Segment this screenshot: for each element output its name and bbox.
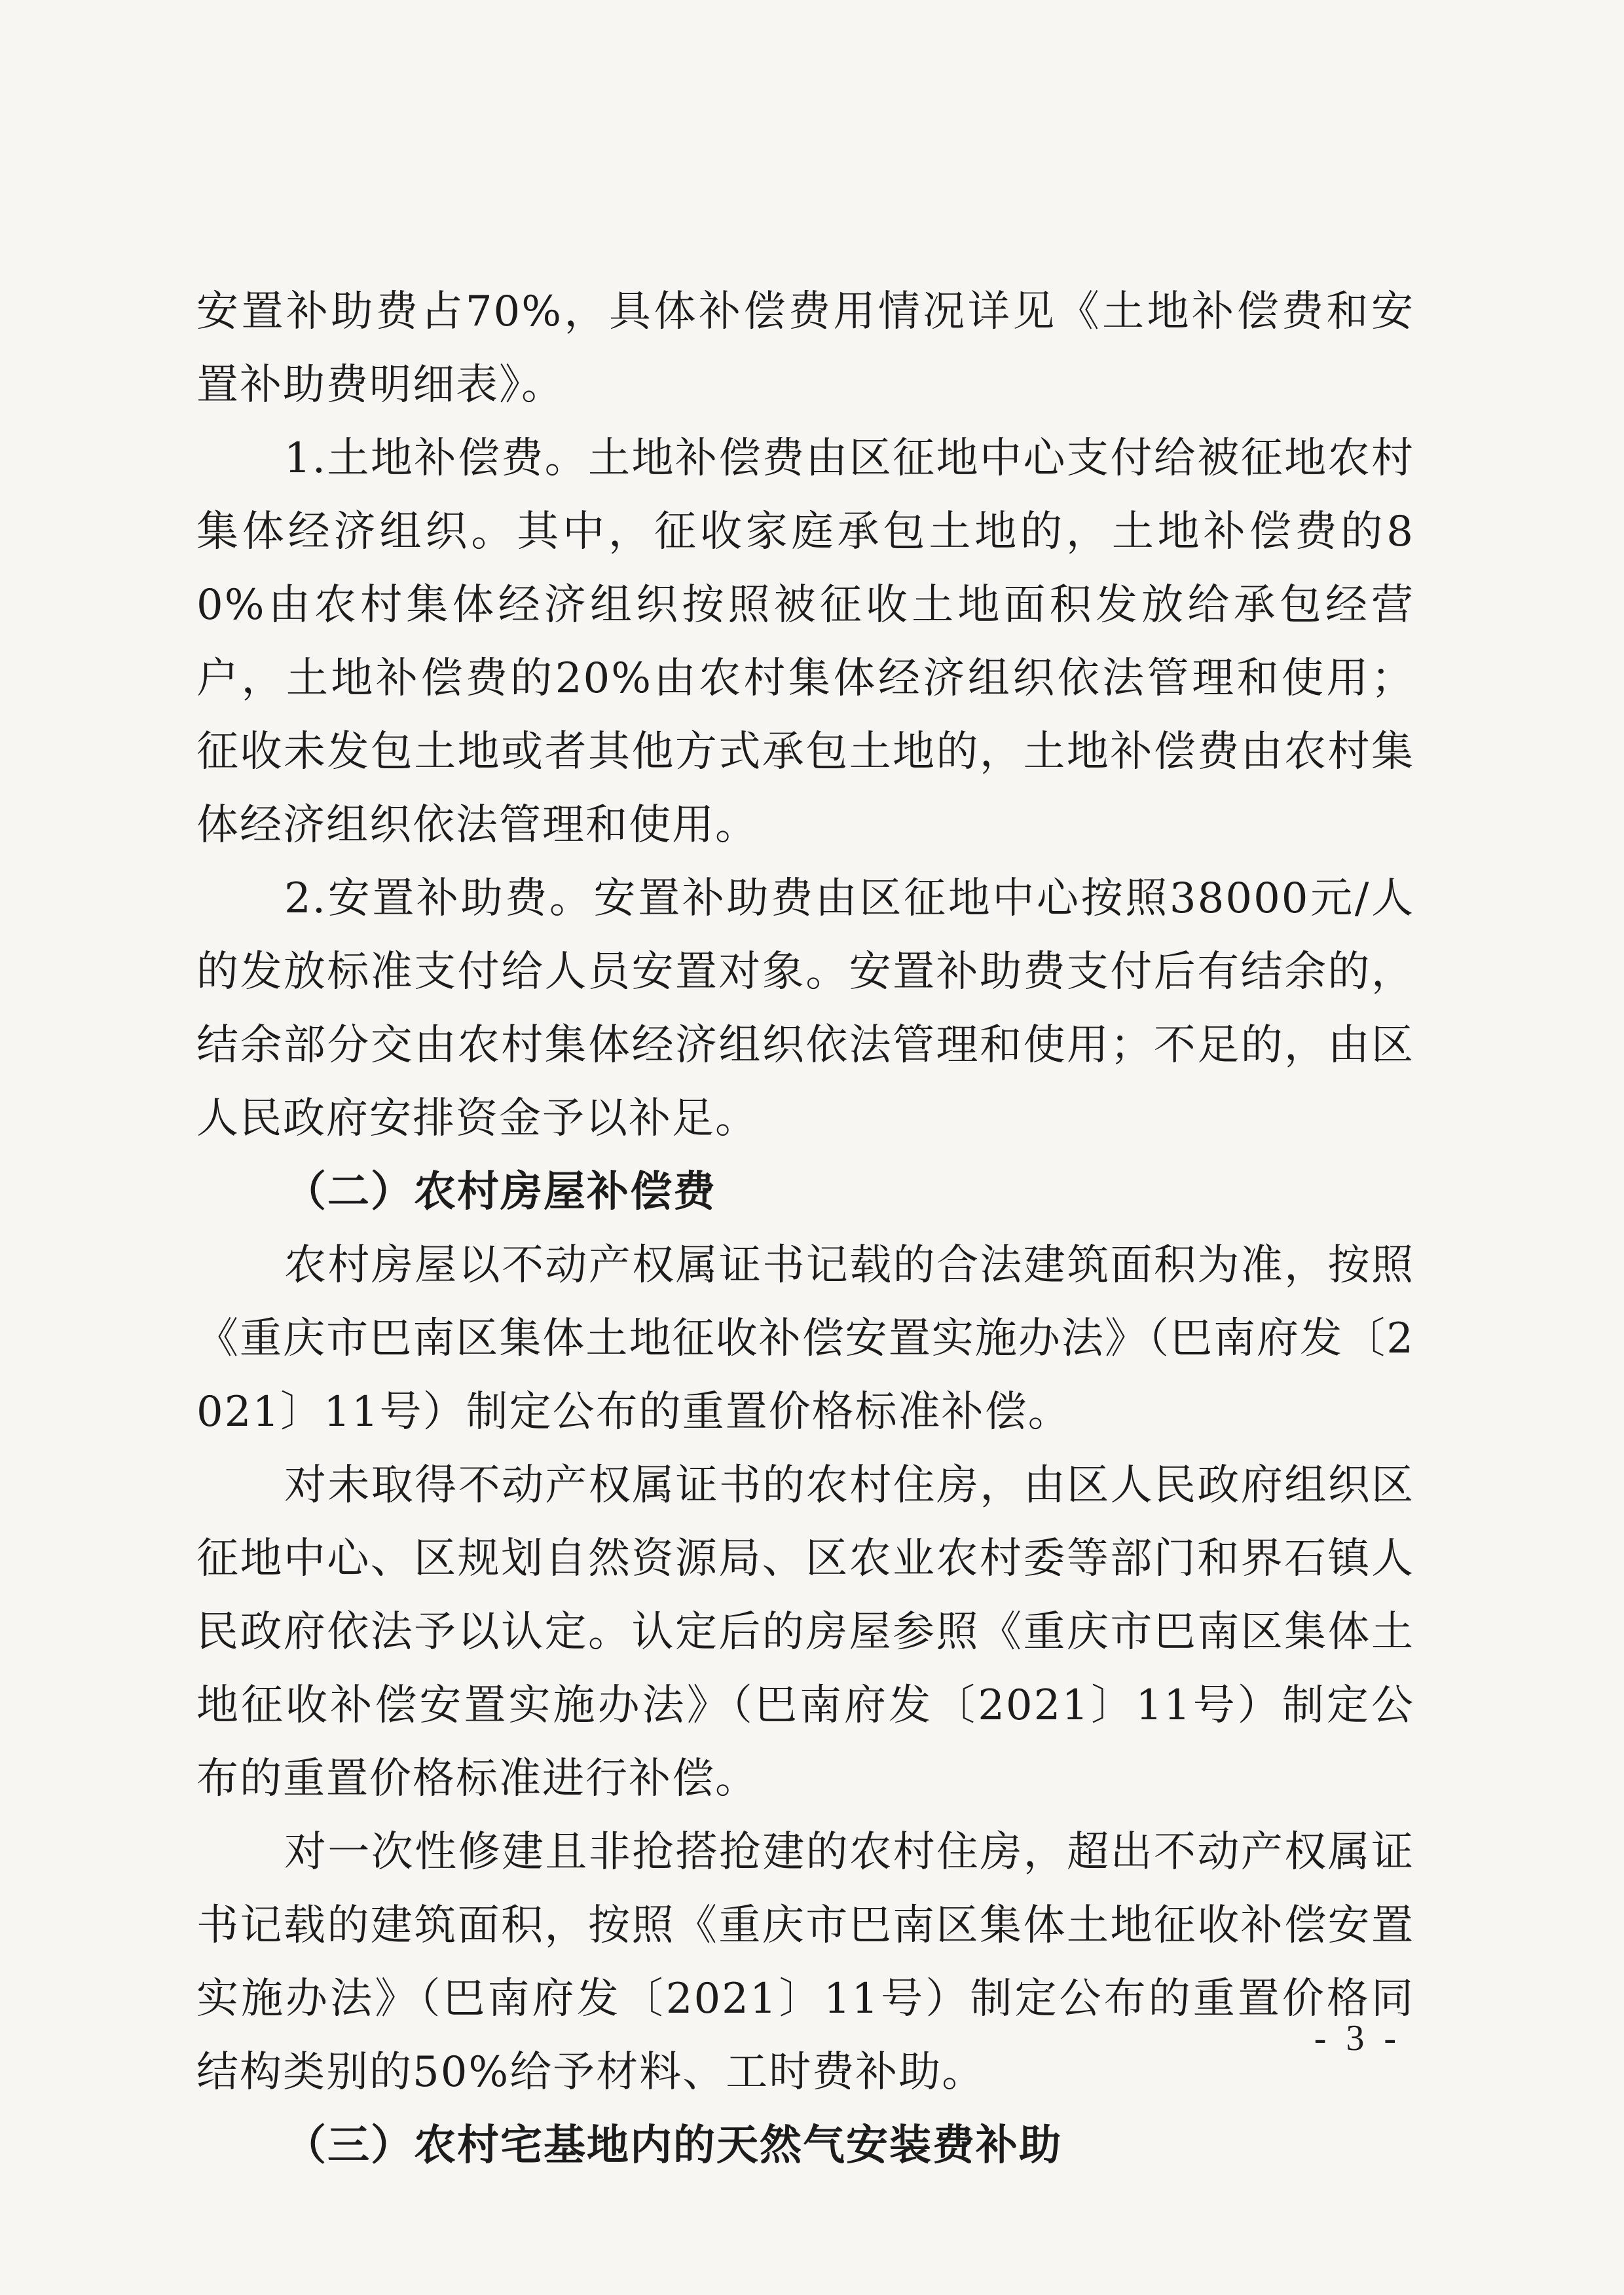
paragraph-housing-certified: 农村房屋以不动产权属证书记载的合法建筑面积为准，按照《重庆市巴南区集体土地征收补偿安置实施办法》（巴南府发〔2021〕11号）制定公布的重置价格标准补偿。 <box>196 1241 1414 1436</box>
page-number: - 3 - <box>1314 2018 1401 2059</box>
paragraph-resettlement-subsidy: 2.安置补助费。安置补助费由区征地中心按照38000元/人的发放标准支付给人员安置对象。安置补助费支付后有结余的，结余部分交由农村集体经济组织依法管理和使用；不足的，由区人民政府安排资金予以补足。 <box>196 874 1414 1143</box>
paragraph-housing-uncertified: 对未取得不动产权属证书的农村住房，由区人民政府组织区征地中心、区规划自然资源局、区农业农村委等部门和界石镇人民政府依法予以认定。认定后的房屋参照《重庆市巴南区集体土地征收补偿安置实施办法》（巴南府发〔2021〕11号）制定公布的重置价格标准进行补偿。 <box>196 1461 1414 1803</box>
paragraph-housing-excess-area: 对一次性修建且非抢搭抢建的农村住房，超出不动产权属证书记载的建筑面积，按照《重庆市巴南区集体土地征收补偿安置实施办法》（巴南府发〔2021〕11号）制定公布的重置价格同结构类别的50%给予材料、工时费补助。 <box>196 1828 1414 2097</box>
paragraph-continuation: 安置补助费占70%，具体补偿费用情况详见《土地补偿费和安置补助费明细表》。 <box>196 288 1414 409</box>
section-heading-gas-installation: （三）农村宅基地内的天然气安装费补助 <box>284 2121 1062 2170</box>
section-heading-rural-housing: （二）农村房屋补偿费 <box>284 1167 716 1216</box>
paragraph-land-compensation: 1.土地补偿费。土地补偿费由区征地中心支付给被征地农村集体经济组织。其中，征收家庭承包土地的，土地补偿费的80%由农村集体经济组织按照被征收土地面积发放给承包经营户，土地补偿费的20%由农村集体经济组织依法管理和使用；征收未发包土地或者其他方式承包土地的，土地补偿费由农村集体经济组织依法管理和使用。 <box>196 434 1414 849</box>
document-body <box>196 275 1414 2182</box>
